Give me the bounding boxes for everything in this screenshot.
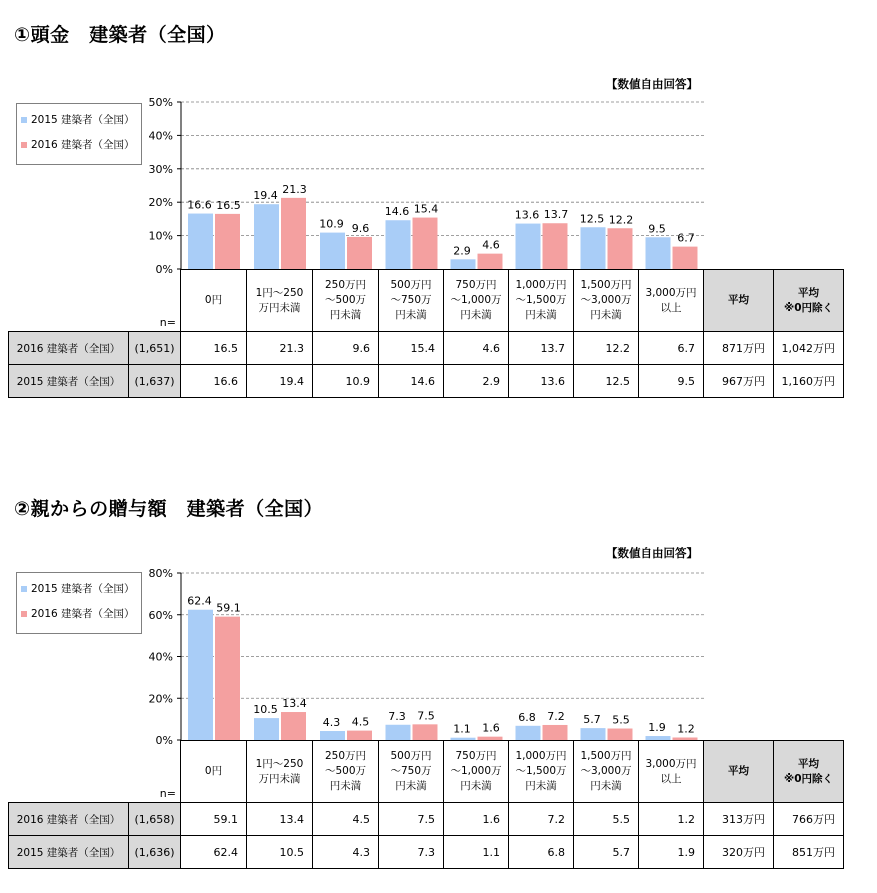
table-cell: 1.9 [639, 836, 704, 869]
table-cell: 7.5 [379, 803, 444, 836]
average-header: 平均 [704, 270, 774, 332]
table-cell: 62.4 [181, 836, 247, 869]
row-label: 2015 建築者（全国） [9, 836, 129, 869]
table-cell: 4.6 [444, 332, 509, 365]
table-cell: 13.7 [509, 332, 574, 365]
data-label-2016: 13.4 [282, 697, 307, 711]
row-label: 2016 建築者（全国） [9, 332, 129, 365]
table-cell: 5.5 [574, 803, 639, 836]
data-label-2015: 19.4 [253, 189, 278, 203]
table-cell: 12.2 [574, 332, 639, 365]
y-tick-label: 80% [148, 567, 173, 580]
average-value: 967万円 [704, 365, 774, 398]
category-header: 1円～250 万円未満 [247, 270, 313, 332]
data-label-2016: 13.7 [543, 208, 569, 222]
data-label-2016: 1.6 [482, 721, 500, 735]
category-header: 0円 [181, 270, 247, 332]
category-header: 500万円 ～750万 円未満 [379, 270, 444, 332]
y-tick-label: 50% [148, 96, 173, 109]
data-label-2015: 1.1 [453, 722, 471, 736]
data-label-2016: 59.1 [216, 601, 241, 615]
data-label-2016: 4.6 [482, 238, 500, 252]
data-label-2016: 1.2 [677, 722, 695, 736]
y-tick-label: 20% [148, 196, 173, 210]
bar-2015 [254, 718, 279, 740]
data-label-2015: 62.4 [187, 594, 212, 608]
table-cell: 7.3 [379, 836, 444, 869]
table-cell: 9.5 [639, 365, 704, 398]
y-tick-label: 40% [148, 129, 173, 143]
table-cell: 16.6 [181, 365, 247, 398]
row-label: 2016 建築者（全国） [9, 803, 129, 836]
bar-2015 [516, 726, 541, 740]
legend-label-2016: 2016 建築者（全国） [31, 139, 135, 151]
table-cell: 16.5 [181, 332, 247, 365]
table-cell: 15.4 [379, 332, 444, 365]
table-cell: 6.7 [639, 332, 704, 365]
answer-type-note: 【数値自由回答】 [606, 546, 698, 560]
table-cell: 21.3 [247, 332, 313, 365]
y-tick-label: 20% [148, 692, 173, 706]
average-excl-zero-value: 1,042万円 [774, 332, 844, 365]
average-value: 320万円 [704, 836, 774, 869]
average-value: 313万円 [704, 803, 774, 836]
bar-2015 [386, 725, 411, 740]
data-label-2015: 7.3 [388, 709, 406, 723]
category-header: 1,000万円 ～1,500万 円未満 [509, 270, 574, 332]
data-label-2016: 16.5 [216, 198, 241, 212]
y-tick-label: 40% [148, 650, 173, 664]
data-label-2016: 9.6 [351, 221, 370, 235]
data-label-2016: 5.5 [612, 713, 630, 727]
sample-size: (1,651) [129, 332, 181, 365]
y-tick-label: 0% [155, 734, 173, 747]
category-header: 750万円 ～1,000万 円未満 [444, 741, 509, 803]
data-label-2015: 10.5 [253, 703, 278, 717]
sample-size: (1,636) [129, 836, 181, 869]
category-header: 0円 [181, 741, 247, 803]
table-cell: 59.1 [181, 803, 247, 836]
data-label-2015: 1.9 [648, 721, 666, 735]
data-label-2016: 15.4 [413, 202, 439, 216]
average-header: 平均 [704, 741, 774, 803]
data-label-2015: 5.7 [583, 713, 601, 727]
average-excl-zero-value: 766万円 [774, 803, 844, 836]
table-cell: 1.1 [444, 836, 509, 869]
category-header: 500万円 ～750万 円未満 [379, 741, 444, 803]
table-cell: 14.6 [379, 365, 444, 398]
category-header: 750万円 ～1,000万 円未満 [444, 270, 509, 332]
data-label-2016: 6.7 [677, 231, 695, 245]
chart-title: ②親からの贈与額 建築者（全国） [14, 498, 324, 520]
y-tick-label: 60% [148, 608, 173, 622]
table-cell: 1.2 [639, 803, 704, 836]
table-cell: 10.9 [313, 365, 379, 398]
table-corner [9, 741, 129, 803]
answer-type-note: 【数値自由回答】 [606, 77, 698, 91]
table-cell: 7.2 [509, 803, 574, 836]
sample-size: (1,658) [129, 803, 181, 836]
row-label: 2015 建築者（全国） [9, 365, 129, 398]
category-header: 1円～250 万円未満 [247, 741, 313, 803]
n-label: n= [129, 270, 181, 332]
chart-title: ①頭金 建築者（全国） [14, 24, 226, 46]
category-header: 250万円 ～500万 円未満 [313, 270, 379, 332]
legend-label-2015: 2015 建築者（全国） [31, 583, 135, 595]
average-excl-zero-value: 851万円 [774, 836, 844, 869]
n-label: n= [129, 741, 181, 803]
data-label-2016: 7.5 [417, 709, 435, 723]
bar-2016 [413, 724, 438, 740]
bar-2016 [281, 712, 306, 740]
data-label-2015: 14.6 [384, 205, 410, 219]
data-label-2015: 6.8 [518, 710, 536, 724]
bar-2016 [608, 729, 633, 740]
data-label-2015: 12.5 [579, 212, 605, 226]
table-cell: 4.5 [313, 803, 379, 836]
bar-2015 [320, 731, 345, 740]
category-header: 1,500万円 ～3,000万 円未満 [574, 741, 639, 803]
category-header: 3,000万円 以上 [639, 741, 704, 803]
table-row [9, 803, 844, 836]
table-cell: 10.5 [247, 836, 313, 869]
category-header: 1,000万円 ～1,500万 円未満 [509, 741, 574, 803]
category-header: 250万円 ～500万 円未満 [313, 741, 379, 803]
average-excl-zero-value: 1,160万円 [774, 365, 844, 398]
data-label-2015: 2.9 [453, 244, 471, 258]
bar-2016 [215, 617, 240, 740]
data-label-2016: 21.3 [282, 182, 307, 196]
legend-label-2016: 2016 建築者（全国） [31, 608, 135, 620]
data-label-2016: 12.2 [608, 213, 634, 227]
data-label-2015: 16.6 [187, 198, 212, 212]
data-label-2015: 10.9 [319, 217, 344, 231]
category-header: 1,500万円 ～3,000万 円未満 [574, 270, 639, 332]
bar-2015 [581, 728, 606, 740]
table-cell: 9.6 [313, 332, 379, 365]
average-value: 871万円 [704, 332, 774, 365]
data-label-2016: 4.5 [351, 715, 370, 729]
table-cell: 5.7 [574, 836, 639, 869]
data-label-2015: 9.5 [648, 222, 666, 236]
legend-label-2015: 2015 建築者（全国） [31, 114, 135, 126]
table-cell: 1.6 [444, 803, 509, 836]
table-cell: 6.8 [509, 836, 574, 869]
data-label-2015: 4.3 [322, 716, 341, 730]
y-tick-label: 30% [148, 162, 173, 176]
category-header: 3,000万円 以上 [639, 270, 704, 332]
y-tick-label: 0% [155, 263, 173, 276]
data-label-2015: 13.6 [514, 208, 540, 222]
table-cell: 12.5 [574, 365, 639, 398]
bar-2015 [188, 610, 213, 740]
average-excl-zero-header: 平均 ※0円除く [774, 270, 844, 332]
table-cell: 2.9 [444, 365, 509, 398]
table-row [9, 836, 844, 869]
data-label-2016: 7.2 [547, 709, 565, 723]
average-excl-zero-header: 平均 ※0円除く [774, 741, 844, 803]
sample-size: (1,637) [129, 365, 181, 398]
table-cell: 13.6 [509, 365, 574, 398]
data-table [8, 740, 844, 869]
y-tick-label: 10% [148, 229, 173, 243]
bar-2016 [347, 731, 372, 740]
table-cell: 13.4 [247, 803, 313, 836]
table-cell: 19.4 [247, 365, 313, 398]
table-cell: 4.3 [313, 836, 379, 869]
bar-2016 [543, 725, 568, 740]
